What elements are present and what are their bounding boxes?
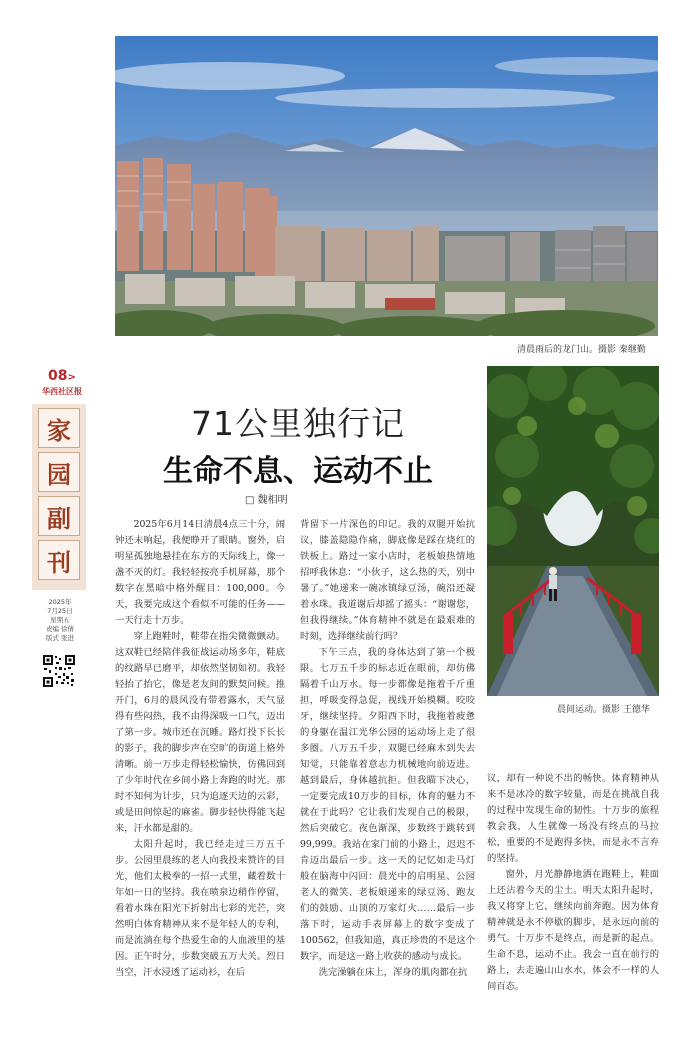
meta-weekday: 星期五 (50, 616, 70, 624)
mountain-city-illustration (115, 36, 658, 336)
meta-year: 2025年 (48, 598, 72, 606)
meta-layout: 版式 张进 (45, 634, 75, 642)
section-char: 刊 (38, 540, 80, 580)
paragraph: 下午三点，我的身体达到了第一个极限。七万五千步的标志近在眼前，却仿佛隔着千山万水。每一步都像是拖着千斤重担，呼吸变得急促，视线开始模糊。咬咬牙，继续坚持。夕阳西下时，我拖着疲惫的身躯在温江光华公园的运动场上走了很多圈。八万五千步，双腿已经麻木到失去知觉，只能靠着意志力机械地向前迈进。越到最后，身体越抗拒。但我瞄下决心，一定要完成10万步的目标，体育的魅力不就在于此吗？它让我们发现自己的极限，然后突破它。夜色渐深，步数终于跳转到99,999。我站在家门前的小路上，迟迟不肯迈出最后一步。这一天的记忆如走马灯般在脑海中闪回：晨光中的启明星、公园老人的微笑、老板娘递来的绿豆汤、跑友们的鼓励、山顶的万家灯火……最后一步落下时，运动手表屏幕上的数字变成了100562，但我知道，真正珍贵的不是这个数字，而是这一路上收获的感动与成长。 (300, 647, 475, 962)
page-number (48, 368, 76, 384)
chevron-right-icon: > (67, 372, 76, 383)
section-title-vertical (32, 404, 86, 590)
top-photo-caption: 清晨雨后的龙门山。摄影 秦继勤 (517, 345, 646, 355)
meta-editor: 责编 徐倩 (45, 625, 75, 633)
article-column-2 (300, 517, 475, 1037)
page-number-value: 08 (48, 368, 68, 384)
paragraph: 洗完澡躺在床上，浑身的肌肉都在抗 (318, 967, 468, 978)
paragraph: 穿上跑鞋时，鞋带在指尖微微颤动。这双鞋已经陪伴我征战运动场多年，鞋底的纹路早已磨平，却依然坚韧如初。我轻轻抬了抬它，像是老友间的默契问候。推开门，6月的晨风没有带着露水，天气显得有些闷热，我不由得深吸一口气，迈出了第一步。城市还在沉睡。路灯投下长长的影子，我的脚步声在空旷的街道上格外清晰。前一万步走得轻松愉快，仿佛回到了少年时代在乡间小路上奔跑的时光。那时不知何为计步，只为追逐天边的云彩，或是田间惊起的麻雀。脚步轻快得能飞起来，汗水都是甜的。 (115, 631, 285, 834)
paragraph: 太阳升起时，我已经走过三万五千步。公园里晨练的老人向我投来赞许的目光，他们太极拳的一招一式里，藏着数十年如一日的坚持。我在喷泉边稍作停留，看着水珠在阳光下折射出七彩的光芒，突然明白体育精神从来不是年轻人的专利，而是流淌在每个热爱生命的人血液里的基因。正午时分，步数突破五万大关。烈日当空，汗水浸透了运动衫，在后 (115, 839, 285, 978)
paragraph: 议，却有一种说不出的畅快。体育精神从来不是冰冷的数字较量，而是在挑战自我的过程中发现生命的韧性。十万步的旅程教会我，人生就像一场没有终点的马拉松，重要的不是跑得多快，而是永不言弃的坚持。 (487, 773, 659, 864)
qr-code-icon[interactable] (42, 654, 76, 688)
right-photo-caption: 晨间运动。摄影 王德华 (557, 705, 650, 715)
meta-date: 7月25日 (47, 607, 73, 615)
article-column-1 (115, 517, 285, 1037)
paragraph: 背留下一片深色的印记。我的双腿开始抗议，膝盖隐隐作痛，脚底像是踩在烧红的铁板上。路过一家小店时，老板娘热情地招呼我休息：“小伙子，这么热的天，别中暑了。”她递来一碗冰镇绿豆汤，碗沿还凝着水珠。我道谢后却摇了摇头：“谢谢您，但我得继续。”体育精神不就是在最艰难的时刻，选择继续前行吗？ (300, 519, 475, 642)
section-char: 园 (38, 452, 80, 492)
newspaper-brand: 华西社区报 (42, 387, 82, 396)
article-author: □ 魏相明 (245, 495, 288, 506)
top-photo-mountain-city (115, 36, 658, 336)
section-char: 家 (38, 408, 80, 448)
edition-meta (36, 598, 84, 643)
article-subtitle: 生命不息、运动不止 (163, 454, 433, 489)
paragraph: 窗外，月光静静地洒在跑鞋上，鞋面上还沾着今天的尘土。明天太阳升起时，我又将穿上它，继续向前奔跑。因为体育精神就是永不停歇的脚步，是永远向前的勇气。十万步不是终点，而是新的起点。生命不息，运动不止。我会一直在前行的路上，去走遍山山水水，体会不一样的人间百态。 (487, 869, 659, 992)
article-title: 71公里独行记 (191, 404, 405, 443)
qr-code-graphic (42, 654, 76, 688)
paragraph: 2025年6月14日清晨4点三十分，闹钟还未响起，我便睁开了眼睛。窗外，启明星孤独地悬挂在东方的天际线上，像一盏不灭的灯。我轻轻按亮手机屏幕，那个数字在黑暗中格外醒目：100,000。今天，我要完成这个看似不可能的任务——一天行走十万步。 (115, 519, 285, 626)
right-photo-runner (487, 366, 659, 696)
section-char: 副 (38, 496, 80, 536)
runner-path-illustration (487, 366, 659, 696)
article-column-3 (487, 771, 659, 1037)
